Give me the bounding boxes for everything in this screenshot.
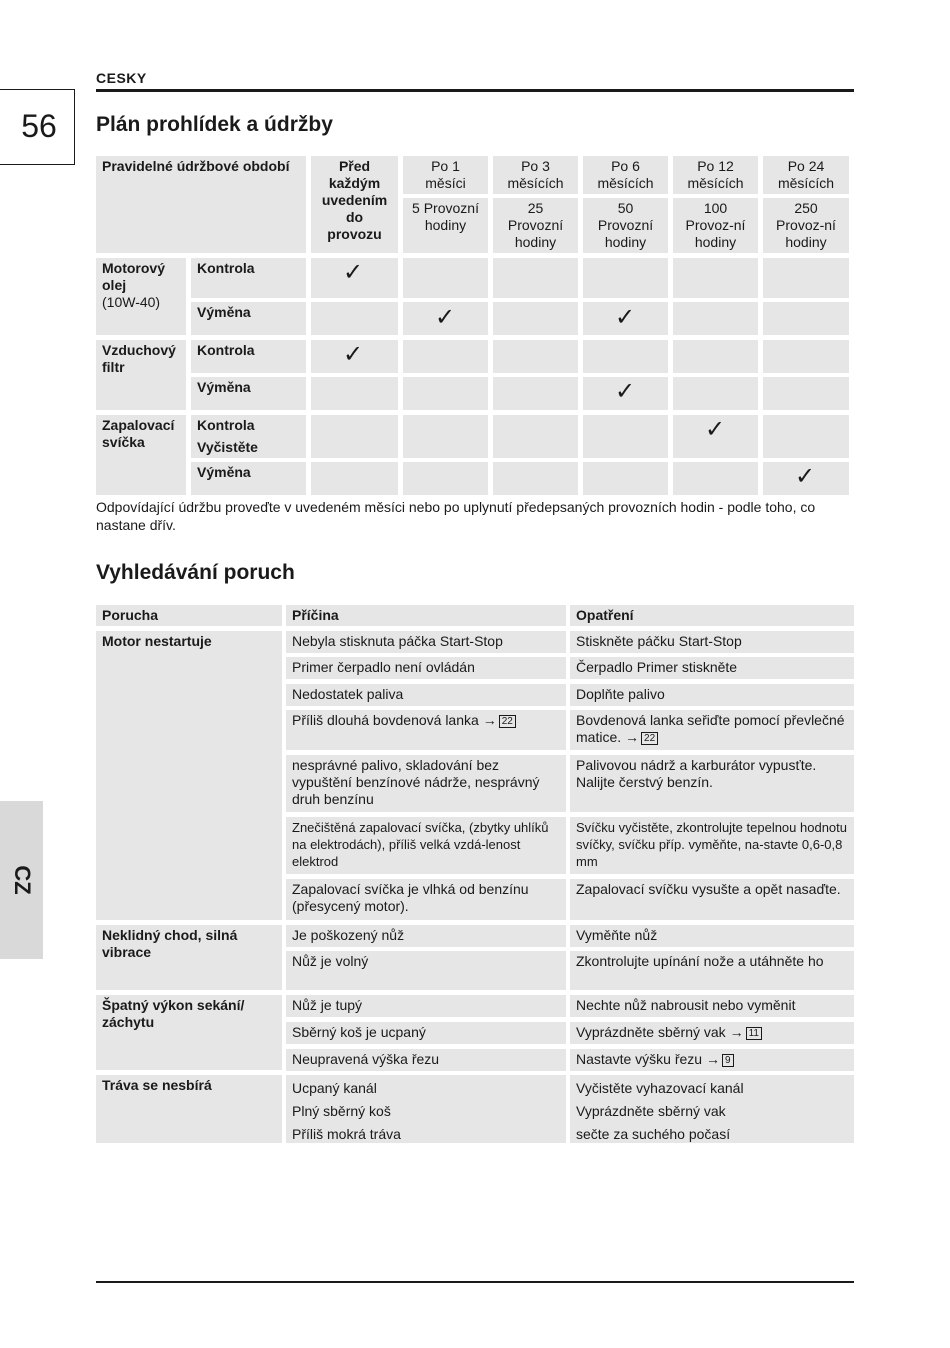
schedule-cell [673, 462, 758, 495]
schedule-cell [583, 415, 668, 458]
group-engine-oil [96, 258, 186, 335]
cause-line: Příliš mokrá tráva [292, 1126, 401, 1142]
cause-cell: Primer čerpadlo není ovládán [286, 657, 566, 679]
action-check-clean [191, 415, 306, 458]
remedy-cell [570, 1049, 854, 1071]
remedy-cell: Svíčku vyčistěte, zkontrolujte tepelnou hodnotu svíčky, svíčku příp. vyměňte, na-stavte 0,6-0,8 mm [570, 817, 854, 874]
period-label: Pravidelné údržbové období [96, 156, 306, 253]
troubleshooting-title: Vyhledávání poruch [96, 561, 295, 584]
cause-text: Příliš dlouhá bovdenová lanka [292, 712, 479, 728]
schedule-cell [763, 377, 849, 410]
schedule-cell [763, 258, 849, 298]
schedule-cell [673, 258, 758, 298]
schedule-cell [763, 415, 849, 458]
schedule-cell [403, 415, 488, 458]
remedy-text: Bovdenová lanka seřiďte pomocí převlečné matice. [576, 712, 845, 745]
remedy-text: Vyprázdněte sběrný vak [576, 1024, 726, 1040]
schedule-cell [673, 302, 758, 335]
col-header-cause: Příčina [286, 605, 566, 626]
remedy-line: Vyprázdněte sběrný vak [576, 1103, 726, 1119]
check-mark: ✓ [795, 463, 816, 490]
cause-line: Plný sběrný koš [292, 1103, 391, 1119]
schedule-cell [311, 415, 398, 458]
schedule-cell [673, 340, 758, 373]
cause-cell: Zapalovací svíčka je vlhká od benzínu (přesycený motor). [286, 879, 566, 920]
side-tab-label: CZ [9, 865, 35, 895]
schedule-cell [493, 462, 578, 495]
check-mark: ✓ [343, 341, 364, 368]
group-sub: (10W-40) [102, 294, 161, 310]
col-hours: 250 Provoz-ní hodiny [763, 198, 849, 253]
action-check: Kontrola [191, 258, 306, 298]
col-month: Po 24 měsících [763, 156, 849, 194]
footer-rule [96, 1281, 854, 1283]
arrow-icon: → [705, 1051, 720, 1067]
language-label: CESKY [96, 70, 147, 86]
schedule-cell [403, 258, 488, 298]
col-hours: 50 Provozní hodiny [583, 198, 668, 253]
remedy-text: Nastavte výšku řezu [576, 1051, 703, 1067]
col-hours: 25 Provozní hodiny [493, 198, 578, 253]
cause-cell: Je poškozený nůž [286, 925, 566, 947]
remedy-cell: Stiskněte páčku Start-Stop [570, 631, 854, 653]
check-mark: ✓ [615, 378, 636, 405]
figure-ref: 22 [499, 715, 516, 728]
group-spark-plug [96, 415, 186, 495]
maintenance-note: Odpovídající údržbu proveďte v uvedeném měsíci nebo po uplynutí předepsaných provozních hodin - podle toho, co nastane dřív. [96, 499, 816, 533]
col-month: Po 1 měsíci [403, 156, 488, 194]
fault-engine-no-start: Motor nestartuje [96, 631, 282, 920]
remedy-cell [570, 1022, 854, 1044]
schedule-cell [583, 462, 668, 495]
remedy-cell [570, 1075, 854, 1143]
remedy-cell: Doplňte palivo [570, 684, 854, 706]
remedy-cell: Zapalovací svíčku vysušte a opět nasaďte. [570, 879, 854, 920]
schedule-cell [311, 462, 398, 495]
cause-line: Ucpaný kanál [292, 1080, 377, 1096]
schedule-cell [311, 302, 398, 335]
col-header-remedy: Opatření [570, 605, 854, 626]
remedy-cell [570, 710, 854, 750]
col-month: Po 3 měsících [493, 156, 578, 194]
schedule-cell [763, 302, 849, 335]
fault-vibration: Neklidný chod, silná vibrace [96, 925, 282, 990]
group-name: Motorový olej [102, 260, 165, 293]
schedule-cell [493, 302, 578, 335]
col-before-use: Před každým uvedením do provozu [311, 156, 398, 253]
remedy-line: sečte za suchého počasí [576, 1126, 731, 1142]
action-check-label: Kontrola [197, 417, 255, 433]
group-name: Vzduchový filtr [102, 342, 176, 375]
language-side-tab [0, 801, 43, 959]
cause-cell: Nůž je volný [286, 951, 566, 990]
col-hours: 100 Provoz-ní hodiny [673, 198, 758, 253]
check-mark: ✓ [615, 304, 636, 331]
schedule-cell [403, 377, 488, 410]
remedy-cell: Nechte nůž nabrousit nebo vyměnit [570, 995, 854, 1017]
figure-ref: 11 [746, 1027, 762, 1040]
remedy-cell: Palivovou nádrž a karburátor vypusťte. Nalijte čerstvý benzín. [570, 755, 854, 812]
schedule-cell [311, 377, 398, 410]
arrow-icon: → [625, 729, 640, 745]
schedule-cell [493, 340, 578, 373]
schedule-cell [403, 340, 488, 373]
schedule-cell [493, 258, 578, 298]
fault-grass-not-collected: Tráva se nesbírá [96, 1075, 282, 1143]
schedule-cell [493, 377, 578, 410]
cause-cell [286, 710, 566, 750]
cause-cell: Nebyla stisknuta páčka Start-Stop [286, 631, 566, 653]
cause-cell: Znečištěná zapalovací svíčka, (zbytky uhlíků na elektrodách), příliš velká vzdá-lenost elektrod [286, 817, 566, 874]
schedule-cell [763, 340, 849, 373]
col-hours: 5 Provozní hodiny [403, 198, 488, 253]
remedy-cell: Vyměňte nůž [570, 925, 854, 947]
check-mark: ✓ [435, 304, 456, 331]
cause-cell [286, 1075, 566, 1143]
cause-cell: Sběrný koš je ucpaný [286, 1022, 566, 1044]
arrow-icon: → [482, 712, 497, 728]
action-clean-label: Vyčistěte [197, 439, 258, 455]
group-name: Zapalovací svíčka [102, 417, 175, 450]
check-mark: ✓ [343, 259, 364, 286]
fault-poor-cutting: Špatný výkon sekání/ záchytu [96, 995, 282, 1070]
cause-cell: Nedostatek paliva [286, 684, 566, 706]
remedy-cell: Zkontrolujte upínání nože a utáhněte ho [570, 951, 854, 990]
schedule-cell [583, 340, 668, 373]
remedy-cell: Čerpadlo Primer stiskněte [570, 657, 854, 679]
header-rule [96, 89, 854, 92]
remedy-line: Vyčistěte vyhazovací kanál [576, 1080, 744, 1096]
action-replace: Výměna [191, 302, 306, 335]
arrow-icon: → [729, 1024, 744, 1040]
maintenance-title: Plán prohlídek a údržby [96, 113, 333, 136]
schedule-cell [493, 415, 578, 458]
cause-cell: Nůž je tupý [286, 995, 566, 1017]
cause-cell: nesprávné palivo, skladování bez vypuštění benzínové nádrže, nesprávný druh benzínu [286, 755, 566, 812]
schedule-cell [673, 377, 758, 410]
action-replace: Výměna [191, 377, 306, 410]
page-number: 56 [21, 108, 57, 144]
figure-ref: 9 [722, 1054, 734, 1067]
col-header-fault: Porucha [96, 605, 282, 626]
action-check: Kontrola [191, 340, 306, 373]
schedule-cell [583, 258, 668, 298]
col-month: Po 12 měsících [673, 156, 758, 194]
check-mark: ✓ [705, 416, 726, 443]
cause-cell: Neupravená výška řezu [286, 1049, 566, 1071]
schedule-cell [403, 462, 488, 495]
col-month: Po 6 měsících [583, 156, 668, 194]
action-replace: Výměna [191, 462, 306, 495]
figure-ref: 22 [641, 732, 658, 745]
group-air-filter [96, 340, 186, 410]
